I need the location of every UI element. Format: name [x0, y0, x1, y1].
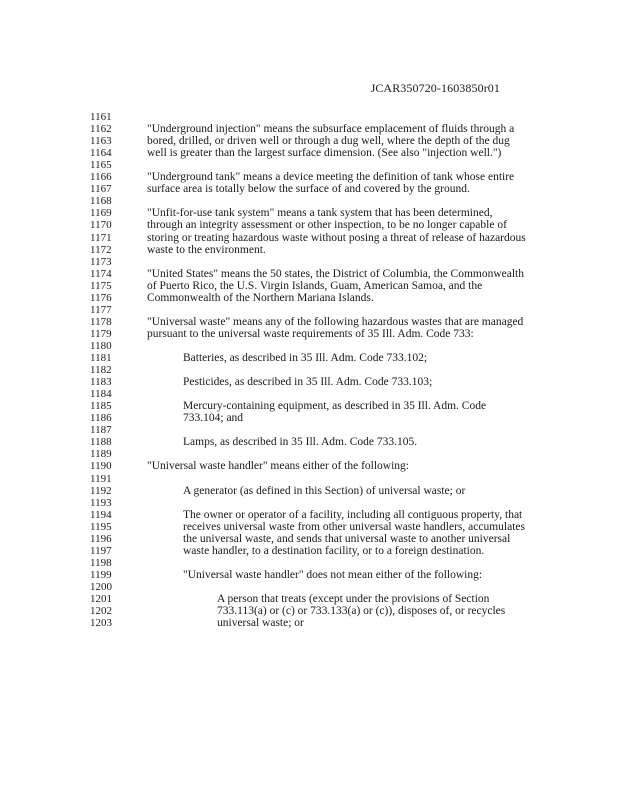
- line-number: 1181: [90, 352, 112, 364]
- document-line: [0, 340, 622, 353]
- document-line: [0, 605, 622, 618]
- document-line: [0, 135, 622, 148]
- line-text: "Universal waste handler" means either of the following:: [147, 460, 409, 473]
- line-number: 1199: [90, 568, 112, 581]
- line-number: 1200: [90, 580, 112, 593]
- line-text: well is greater than the largest surface dimension. (See also "injection well."): [147, 147, 502, 160]
- document-line: [0, 617, 622, 630]
- line-number: 1193: [90, 496, 112, 509]
- line-number: 1184: [90, 388, 112, 401]
- line-number: 1172: [90, 243, 112, 256]
- line-number: 1196: [90, 532, 112, 545]
- line-text: "Universal waste handler" does not mean either of the following:: [183, 568, 483, 581]
- line-text: universal waste; or: [217, 617, 304, 630]
- document-line: [0, 569, 622, 582]
- line-number: 1167: [90, 183, 112, 196]
- line-number: 1197: [90, 544, 112, 557]
- line-number: 1170: [90, 219, 112, 232]
- document-line: [0, 533, 622, 546]
- line-number: 1201: [90, 593, 112, 605]
- line-text: storing or treating hazardous waste without posing a threat of release of hazardous: [147, 231, 526, 244]
- line-number: 1174: [90, 267, 112, 280]
- document-id: JCAR350720-1603850r01: [370, 81, 500, 95]
- line-text: the universal waste, and sends that universal waste to another universal: [183, 532, 511, 545]
- line-number: 1202: [90, 605, 112, 618]
- line-number: 1185: [90, 400, 112, 413]
- document-line: [0, 280, 622, 293]
- line-number: 1161: [90, 111, 112, 123]
- line-number: 1169: [90, 207, 112, 220]
- document-line: [0, 557, 622, 570]
- document-line: [0, 497, 622, 510]
- line-number: 1187: [90, 424, 112, 437]
- document-line: [0, 364, 622, 377]
- line-number: 1173: [90, 255, 112, 268]
- line-number: 1180: [90, 339, 112, 352]
- line-number: 1166: [90, 171, 112, 184]
- line-text: waste to the environment.: [147, 243, 266, 256]
- line-number: 1171: [90, 231, 112, 244]
- document-line: [0, 232, 622, 245]
- document-line: [0, 593, 622, 606]
- document-line: [0, 183, 622, 196]
- line-number: 1190: [90, 460, 112, 473]
- line-number: 1182: [90, 364, 112, 377]
- document-line: [0, 581, 622, 594]
- line-number: 1168: [90, 195, 112, 208]
- line-number: 1176: [90, 291, 112, 304]
- line-number: 1177: [90, 303, 112, 316]
- document-line: [0, 316, 622, 329]
- document-line: [0, 171, 622, 184]
- document-line: [0, 473, 622, 486]
- document-line: [0, 400, 622, 413]
- line-number: 1198: [90, 556, 112, 569]
- document-line: [0, 304, 622, 317]
- line-number: 1165: [90, 159, 112, 172]
- document-line: [0, 328, 622, 341]
- document-line: [0, 509, 622, 522]
- document-line: [0, 448, 622, 461]
- line-text: bored, drilled, or driven well or through a dug well, where the depth of the dug: [147, 135, 510, 148]
- line-number: 1188: [90, 436, 112, 449]
- document-line: [0, 123, 622, 136]
- document-line: [0, 195, 622, 208]
- document-line: [0, 219, 622, 232]
- document-line: [0, 412, 622, 425]
- line-number: 1192: [90, 484, 112, 497]
- line-number: 1183: [90, 376, 112, 389]
- line-text: Batteries, as described in 35 Ill. Adm. Code 733.102;: [183, 352, 428, 364]
- line-text: Pesticides, as described in 35 Ill. Adm. Code 733.103;: [183, 376, 433, 389]
- document-line: [0, 147, 622, 160]
- document-line: [0, 485, 622, 498]
- line-number: 1195: [90, 520, 112, 533]
- line-text: of Puerto Rico, the U.S. Virgin Islands, Guam, American Samoa, and the: [147, 279, 483, 292]
- document-line: [0, 207, 622, 220]
- line-number: 1175: [90, 279, 112, 292]
- line-number: 1203: [90, 617, 112, 630]
- line-number: 1189: [90, 448, 112, 461]
- line-number: 1186: [90, 412, 112, 425]
- document-line: [0, 460, 622, 473]
- document-line: [0, 436, 622, 449]
- line-text: "Underground injection" means the subsurface emplacement of fluids through a: [147, 123, 515, 136]
- document-line: [0, 388, 622, 401]
- document-line: [0, 159, 622, 172]
- document-line: [0, 521, 622, 534]
- line-text: Lamps, as described in 35 Ill. Adm. Code 733.105.: [183, 436, 418, 449]
- line-text: Commonwealth of the Northern Mariana Islands.: [147, 291, 374, 304]
- line-text: A generator (as defined in this Section) of universal waste; or: [183, 484, 466, 497]
- document-line: [0, 545, 622, 558]
- document-line: [0, 292, 622, 305]
- line-text: "United States" means the 50 states, the District of Columbia, the Commonwealth: [147, 267, 525, 280]
- line-text: A person that treats (except under the provisions of Section: [217, 593, 490, 605]
- line-text: through an integrity assessment or other inspection, to be no longer capable of: [147, 219, 507, 232]
- line-number: 1163: [90, 135, 112, 148]
- line-text: 733.113(a) or (c) or 733.133(a) or (c)), disposes of, or recycles: [217, 605, 506, 618]
- line-text: Mercury-containing equipment, as described in 35 Ill. Adm. Code: [183, 400, 487, 413]
- line-text: "Unfit-for-use tank system" means a tank system that has been determined,: [147, 207, 493, 220]
- line-text: pursuant to the universal waste requirements of 35 Ill. Adm. Code 733:: [147, 327, 474, 340]
- line-text: 733.104; and: [183, 412, 244, 425]
- line-number: 1191: [90, 472, 112, 485]
- document-line: [0, 376, 622, 389]
- line-text: The owner or operator of a facility, including all contiguous property, that: [183, 508, 523, 521]
- line-number: 1178: [90, 315, 112, 328]
- line-text: "Universal waste" means any of the following hazardous wastes that are managed: [147, 315, 524, 328]
- document-line: [0, 424, 622, 437]
- line-number: 1164: [90, 147, 112, 160]
- line-text: "Underground tank" means a device meeting the definition of tank whose entire: [147, 171, 515, 184]
- line-number: 1179: [90, 327, 112, 340]
- document-line: [0, 256, 622, 269]
- line-text: waste handler, to a destination facility, or to a foreign destination.: [183, 544, 485, 557]
- document-line: [0, 352, 622, 365]
- document-line: [0, 244, 622, 257]
- line-number: 1194: [90, 508, 112, 521]
- document-line: [0, 111, 622, 124]
- line-text: receives universal waste from other universal waste handlers, accumulates: [183, 520, 525, 533]
- line-text: surface area is totally below the surface of and covered by the ground.: [147, 183, 470, 196]
- document-line: [0, 268, 622, 281]
- line-number: 1162: [90, 123, 112, 136]
